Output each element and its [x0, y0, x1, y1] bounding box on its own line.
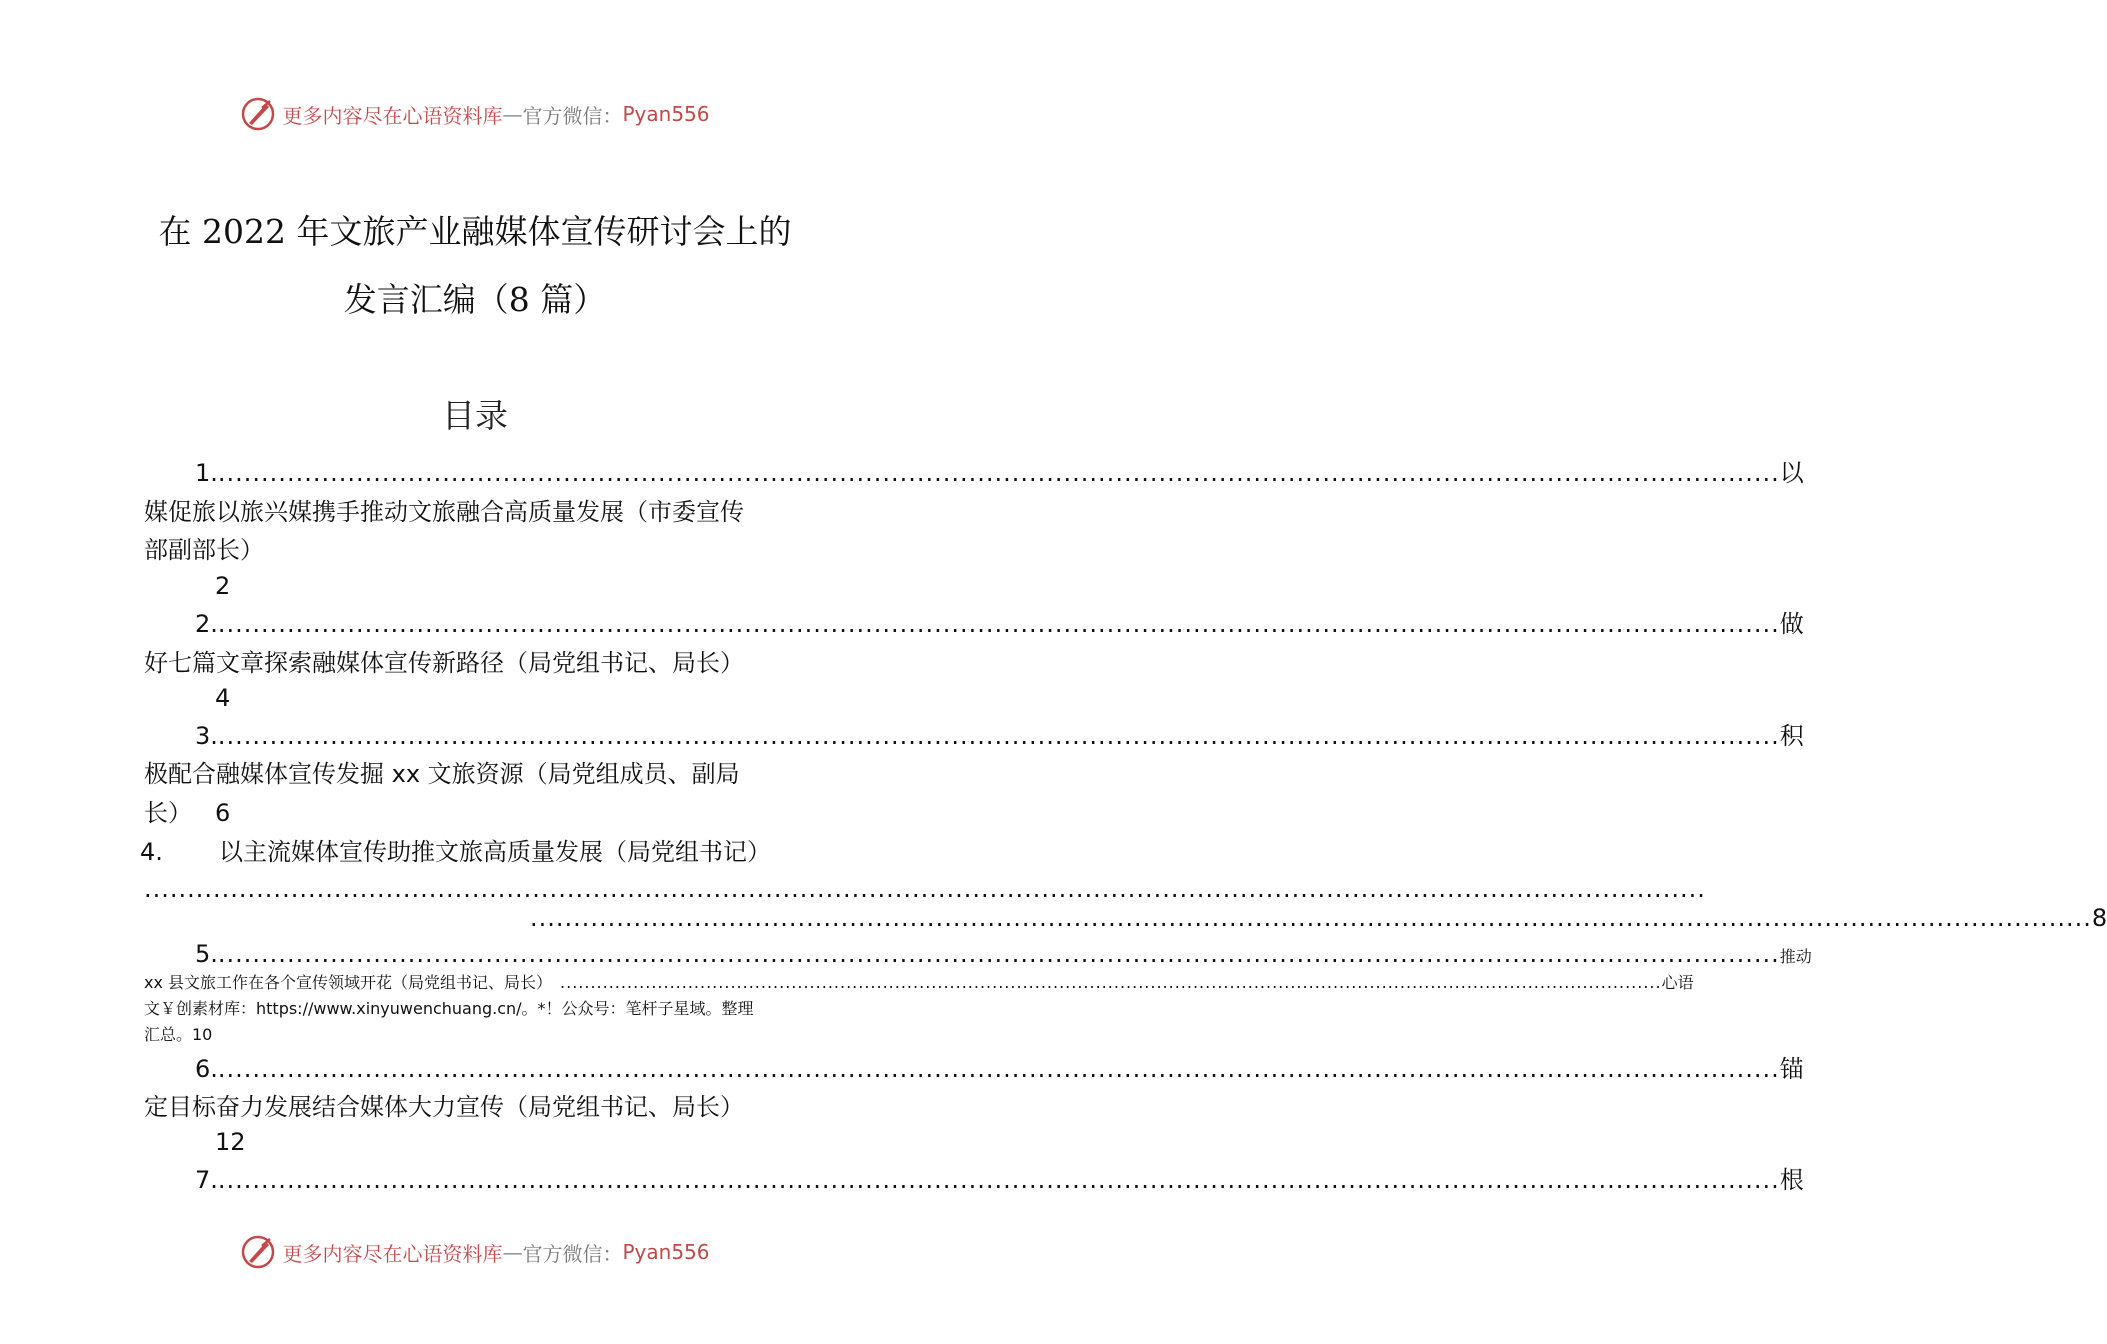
dot-leader: ..................................................................................................................................................................................... — [217, 610, 1780, 638]
document-title-line-1: 在 2022 年文旅产业融媒体宣传研讨会上的 — [158, 212, 792, 251]
header-watermark — [0, 94, 950, 134]
toc-entry-6-page: 12 — [215, 1128, 246, 1156]
banner-separator: — — [502, 1240, 523, 1264]
toc-entry-5-number: 5. — [195, 940, 218, 968]
toc-entry-1-leader[interactable] — [195, 456, 1804, 490]
toc-entry-1-page: 2 — [215, 572, 231, 600]
toc-entry-4-number: 4. — [140, 838, 163, 866]
toc-entry-5-text-row[interactable] — [144, 970, 1694, 996]
banner-wechat-id: Pyan556 — [622, 102, 710, 126]
dot-leader: ..................................................................................................................................................................................... — [217, 1055, 1780, 1083]
dot-leader: ..................................................................................................................................................................................... — [144, 875, 1706, 903]
toc-entry-2-page: 4 — [215, 684, 231, 712]
banner-text: 更多内容尽在心语资料库 — [282, 103, 503, 128]
toc-entry-1-text-2[interactable]: 部副部长） — [144, 536, 264, 564]
toc-entry-2-tail: 做 — [1779, 610, 1804, 638]
banner-wechat-id: Pyan556 — [622, 1240, 710, 1264]
dot-leader: ..................................................................................................................................................................................... — [530, 904, 2092, 932]
toc-heading: 目录 — [442, 396, 508, 435]
toc-entry-5-tail: 推动 — [1779, 947, 1812, 966]
banner-text: 更多内容尽在心语资料库 — [282, 1241, 503, 1266]
toc-entry-5-text-3[interactable]: 汇总。10 — [144, 1025, 213, 1044]
toc-entry-2-text[interactable]: 好七篇文章探索融媒体宣传新路径（局党组书记、局长） — [144, 649, 744, 677]
dot-leader: ..................................................................................................................................................................................... — [217, 1166, 1780, 1194]
toc-entry-5-text: xx 县文旅工作在各个宣传领域开花（局党组书记、局长） — [144, 973, 553, 992]
toc-entry-1-number: 1. — [195, 459, 218, 487]
toc-entry-6-leader[interactable] — [195, 1052, 1804, 1086]
toc-entry-3-number: 3. — [195, 722, 218, 750]
toc-entry-6-text[interactable]: 定目标奋力发展结合媒体大力宣传（局党组书记、局长） — [144, 1093, 744, 1121]
toc-entry-5-text-2[interactable]: 文￥创素材库：https://www.xinyuwenchuang.cn/。*！公众号：笔杆子星域。整理 — [144, 999, 754, 1018]
banner-separator: — — [502, 102, 523, 126]
quill-logo-icon — [240, 96, 276, 132]
dot-leader: ..................................................................................................................................................................................... — [560, 973, 1662, 992]
toc-entry-3-text[interactable]: 极配合融媒体宣传发掘 xx 文旅资源（局党组成员、副局 — [144, 760, 740, 788]
toc-entry-4-text[interactable]: 以主流媒体宣传助推文旅高质量发展（局党组书记） — [219, 838, 771, 866]
toc-entry-5-tail-2: 心语 — [1661, 973, 1694, 992]
footer-watermark — [0, 1232, 950, 1272]
toc-entry-7-number: 7. — [195, 1166, 218, 1194]
toc-entry-4-page-row — [530, 901, 2107, 935]
toc-entry-7-leader[interactable] — [195, 1163, 1804, 1197]
toc-entry-2-number: 2. — [195, 610, 218, 638]
dot-leader: ..................................................................................................................................................................................... — [217, 459, 1780, 487]
toc-entry-2-leader[interactable] — [195, 607, 1804, 641]
toc-entry-1-tail: 以 — [1779, 459, 1804, 487]
document-title-line-2: 发言汇编（8 篇） — [343, 280, 607, 319]
banner-wechat-label: 官方微信： — [522, 1241, 623, 1266]
toc-entry-3-leader[interactable] — [195, 719, 1804, 753]
toc-entry-4-page: 8 — [2091, 904, 2107, 932]
banner-wechat-label: 官方微信： — [522, 103, 623, 128]
toc-entry-1-text[interactable]: 媒促旅以旅兴媒携手推动文旅融合高质量发展（市委宣传 — [144, 498, 744, 526]
toc-entry-5-leader[interactable] — [195, 937, 1812, 971]
toc-entry-3-text-2[interactable]: 长） — [144, 799, 192, 827]
toc-entry-3-tail: 积 — [1779, 722, 1804, 750]
toc-entry-7-tail: 根 — [1779, 1166, 1804, 1194]
toc-entry-3-page: 6 — [215, 799, 231, 827]
toc-entry-6-tail: 锚 — [1779, 1055, 1804, 1083]
quill-logo-icon — [240, 1234, 276, 1270]
toc-entry-6-number: 6. — [195, 1055, 218, 1083]
dot-leader: ..................................................................................................................................................................................... — [217, 722, 1780, 750]
dot-leader: ..................................................................................................................................................................................... — [217, 940, 1780, 968]
